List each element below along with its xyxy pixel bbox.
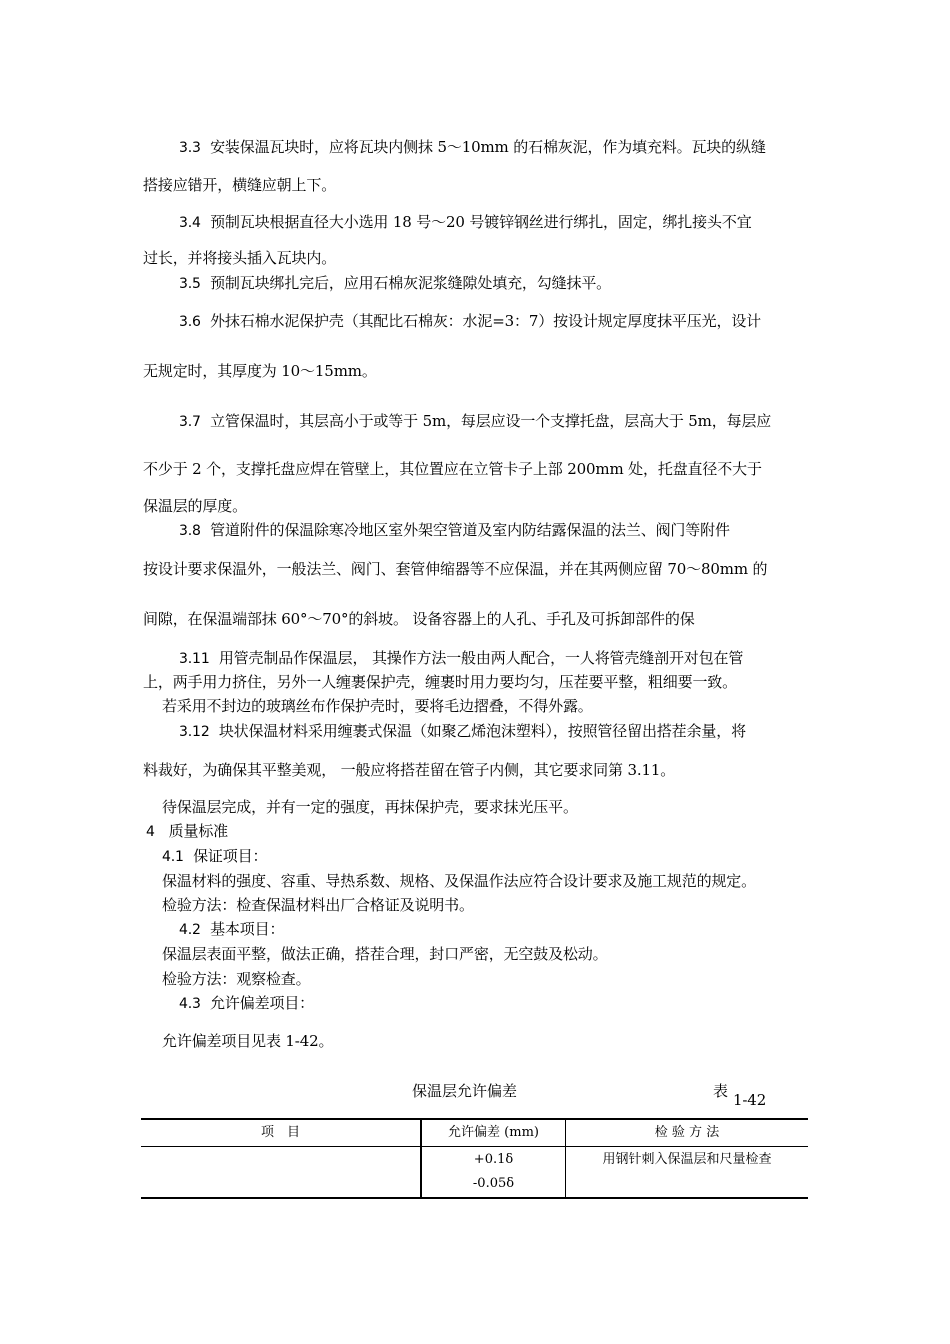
section-4-heading [146,821,228,842]
table-header-rule [141,1146,808,1147]
table-cell-tolerance-lower: -0.05δ [472,1176,515,1191]
para-3-11-line-3: 若采用不封边的玻璃丝布作保护壳时，要将毛边摺叠，不得外露。 [162,697,593,715]
para-3-7-line-3: 保温层的厚度。 [143,497,247,515]
section-4-2-check: 检验方法：观察检查。 [162,970,311,988]
section-4-3-text: 允许偏差项目见表 1-42。 [162,1032,334,1050]
table-number: 1-42 [733,1091,767,1109]
clause-number: 3.8 [179,523,201,539]
para-3-12-line-2: 料裁好，为确保其平整美观， 一般应将搭茬留在管子内侧，其它要求同第 3.11。 [143,761,676,779]
section-number: 4 [146,824,155,840]
table-caption: 保温层允许偏差 [412,1082,518,1100]
para-text: 预制瓦块根据直径大小选用 18 号～20 号镀锌钢丝进行绑扎，固定，绑扎接头不宜 [210,213,752,231]
para-text: 块状保温材料采用缠裹式保温（如聚乙烯泡沫塑料），按照管径留出搭茬余量，将 [218,722,746,740]
para-3-8-line-2: 按设计要求保温外，一般法兰、阀门、套管伸缩器等不应保温，并在其两侧应留 70～80mm 的 [143,560,768,578]
para-3-4-line-2: 过长，并将接头插入瓦块内。 [143,249,337,267]
section-4-1-text: 保温材料的强度、容重、导热系数、规格、及保温作法应符合设计要求及施工规范的规定。 [162,872,757,890]
section-title: 保证项目： [193,847,268,865]
para-3-8-line-3: 间隙，在保温端部抹 60°～70°的斜坡。 设备容器上的人孔、手孔及可拆卸部件的保 [143,610,695,628]
section-title: 允许偏差项目： [210,994,315,1012]
para-3-6-line-2: 无规定时，其厚度为 10～15mm。 [143,362,377,380]
para-3-7-line-2: 不少于 2 个，支撑托盘应焊在管壁上，其位置应在立管卡子上部 200mm 处，托盘直径不大于 [143,460,762,478]
clause-number: 4.1 [162,849,184,865]
clause-number: 4.2 [179,922,201,938]
para-3-12-line-1 [179,721,746,742]
para-3-7-line-1 [179,411,771,432]
section-4-1-heading [162,846,267,867]
para-protective-shell: 待保温层完成，并有一定的强度，再抹保护壳，要求抹光压平。 [162,798,578,816]
para-3-11-line-1 [179,648,743,669]
table-cell-tolerance-upper: +0.1δ [473,1152,514,1167]
section-4-2-text: 保温层表面平整，做法正确，搭茬合理，封口严密，无空鼓及松动。 [162,945,608,963]
para-3-3-line-2: 搭接应错开，横缝应朝上下。 [143,176,337,194]
para-3-5-line-1 [179,273,611,294]
table-bottom-rule [141,1197,808,1199]
clause-number: 3.5 [179,276,201,292]
section-title: 基本项目： [210,920,285,938]
table-top-rule [141,1118,808,1120]
section-4-1-check: 检验方法：检查保温材料出厂合格证及说明书。 [162,896,474,914]
table-label: 表 [713,1082,729,1100]
clause-number: 3.12 [179,724,210,740]
clause-number: 3.6 [179,314,201,330]
section-title: 质量标准 [168,822,229,840]
para-text: 外抹石棉水泥保护壳（其配比石棉灰：水泥=3：7）按设计规定厚度抹平压光，设计 [210,312,762,330]
para-3-6-line-1 [179,311,761,332]
clause-number: 3.7 [179,414,201,430]
para-text: 管道附件的保温除寒冷地区室外架空管道及室内防结露保温的法兰、阀门等附件 [210,521,730,539]
table-header-tolerance: 允许偏差 (mm) [448,1125,539,1140]
clause-number: 4.3 [179,996,201,1012]
clause-number: 3.4 [179,215,201,231]
clause-number: 3.3 [179,140,201,156]
table-cell-method: 用钢针刺入保温层和尺量检查 [602,1152,772,1167]
para-text: 预制瓦块绑扎完后，应用石棉灰泥浆缝隙处填充，勾缝抹平。 [210,274,612,292]
para-3-3-line-1 [179,137,766,158]
para-3-11-line-2: 上，两手用力挤住，另外一人缠裹保护壳，缠裹时用力要均匀，压茬要平整，粗细要一致。 [143,673,738,691]
section-4-2-heading [179,919,284,940]
clause-number: 3.11 [179,651,210,667]
para-text: 用管壳制品作保温层， 其操作方法一般由两人配合，一人将管壳缝剖开对包在管 [218,649,744,667]
table-header-item: 项 目 [260,1125,300,1140]
table-header-method: 检 验 方 法 [654,1125,720,1140]
para-text: 安装保温瓦块时，应将瓦块内侧抹 5～10mm 的石棉灰泥，作为填充料。瓦块的纵缝 [210,138,766,156]
para-text: 立管保温时，其层高小于或等于 5m，每层应设一个支撑托盘，层高大于 5m，每层应 [210,412,772,430]
section-4-3-heading [179,993,314,1014]
para-3-4-line-1 [179,212,752,233]
para-3-8-line-1 [179,520,730,541]
